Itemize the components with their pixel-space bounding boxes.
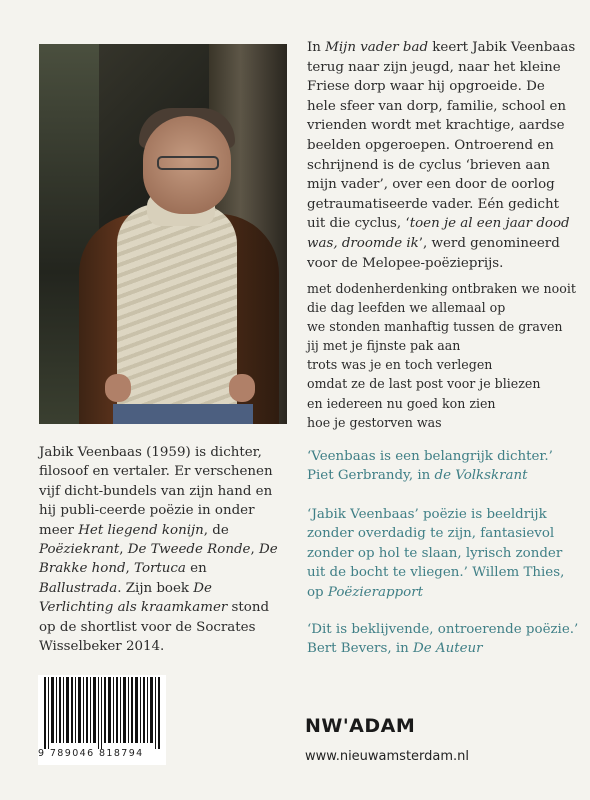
poem-line: met dodenherdenking ontbraken we nooit	[307, 281, 576, 296]
barcode-icon	[44, 677, 162, 749]
poem-line: trots was je en toch verlegen	[307, 357, 493, 373]
poem-excerpt	[307, 279, 577, 432]
book-description: In Mijn vader bad keert Jabik Veenbaas terug naar zijn jeugd, naar het kleine Friese dorp waar hij opgroeide. De hele sfeer van dorp, familie, school en vrienden wordt met krachtige, aardse beelden opgeroepen. Ontroerend en schrijnend is de cyclus ‘brieven aan mijn vader’, over een door de oorlog getraumatiseerde vader. Eén gedicht uit die cyclus, ‘toen je al een jaar dood was, droomde ik’, werd genomineerd voor de Melopee-poëzieprijs.	[307, 40, 576, 271]
publisher-url[interactable]: www.nieuwamsterdam.nl	[305, 749, 470, 764]
poem-line: we stonden manhaftig tussen de graven	[307, 319, 563, 335]
author-bio: Jabik Veenbaas (1959) is dichter, filosoof en vertaler. Er verschenen vijf dicht-bundels van zijn hand en hij publi-ceerde poëzie in onder meer Het liegend konijn, de Poëziekrant, De Tweede Ronde, De Brakke hond, Tortuca en Ballustrada. Zijn boek De Verlichting als kraamkamer stond op de shortlist voor de Socrates Wisselbeker 2014.	[39, 445, 278, 655]
author-photo	[39, 44, 287, 424]
review-quote: ‘Dit is beklijvende, ontroerende poëzie.’ Bert Bevers, in De Auteur	[307, 622, 579, 657]
poem-line: hoe je gestorven was	[307, 414, 442, 430]
publisher-logo: NW'ADAM	[305, 715, 416, 737]
isbn-number: 9 789046 818794	[38, 748, 144, 759]
review-quote: ‘Jabik Veenbaas’ poëzie is beeldrijk zonder overdadig te zijn, fantasievol zonder op hol te slaan, lyrisch zonder uit de bocht te vliegen.’ Willem Thies, op Poëzierapport	[307, 507, 565, 600]
book-title: Mijn vader bad	[325, 40, 429, 55]
poem-line: die dag leefden we allemaal op	[307, 300, 506, 316]
poem-line: en iedereen nu goed kon zien	[307, 395, 496, 411]
poem-title: toen je al een jaar dood was, droomde ik	[307, 216, 570, 251]
poem-line: jij met je fijnste pak aan	[307, 338, 461, 354]
poem-line: omdat ze de last post voor je bliezen	[307, 376, 541, 392]
review-quote: ‘Veenbaas is een belangrijk dichter.’ Piet Gerbrandy, in de Volkskrant	[307, 449, 553, 484]
